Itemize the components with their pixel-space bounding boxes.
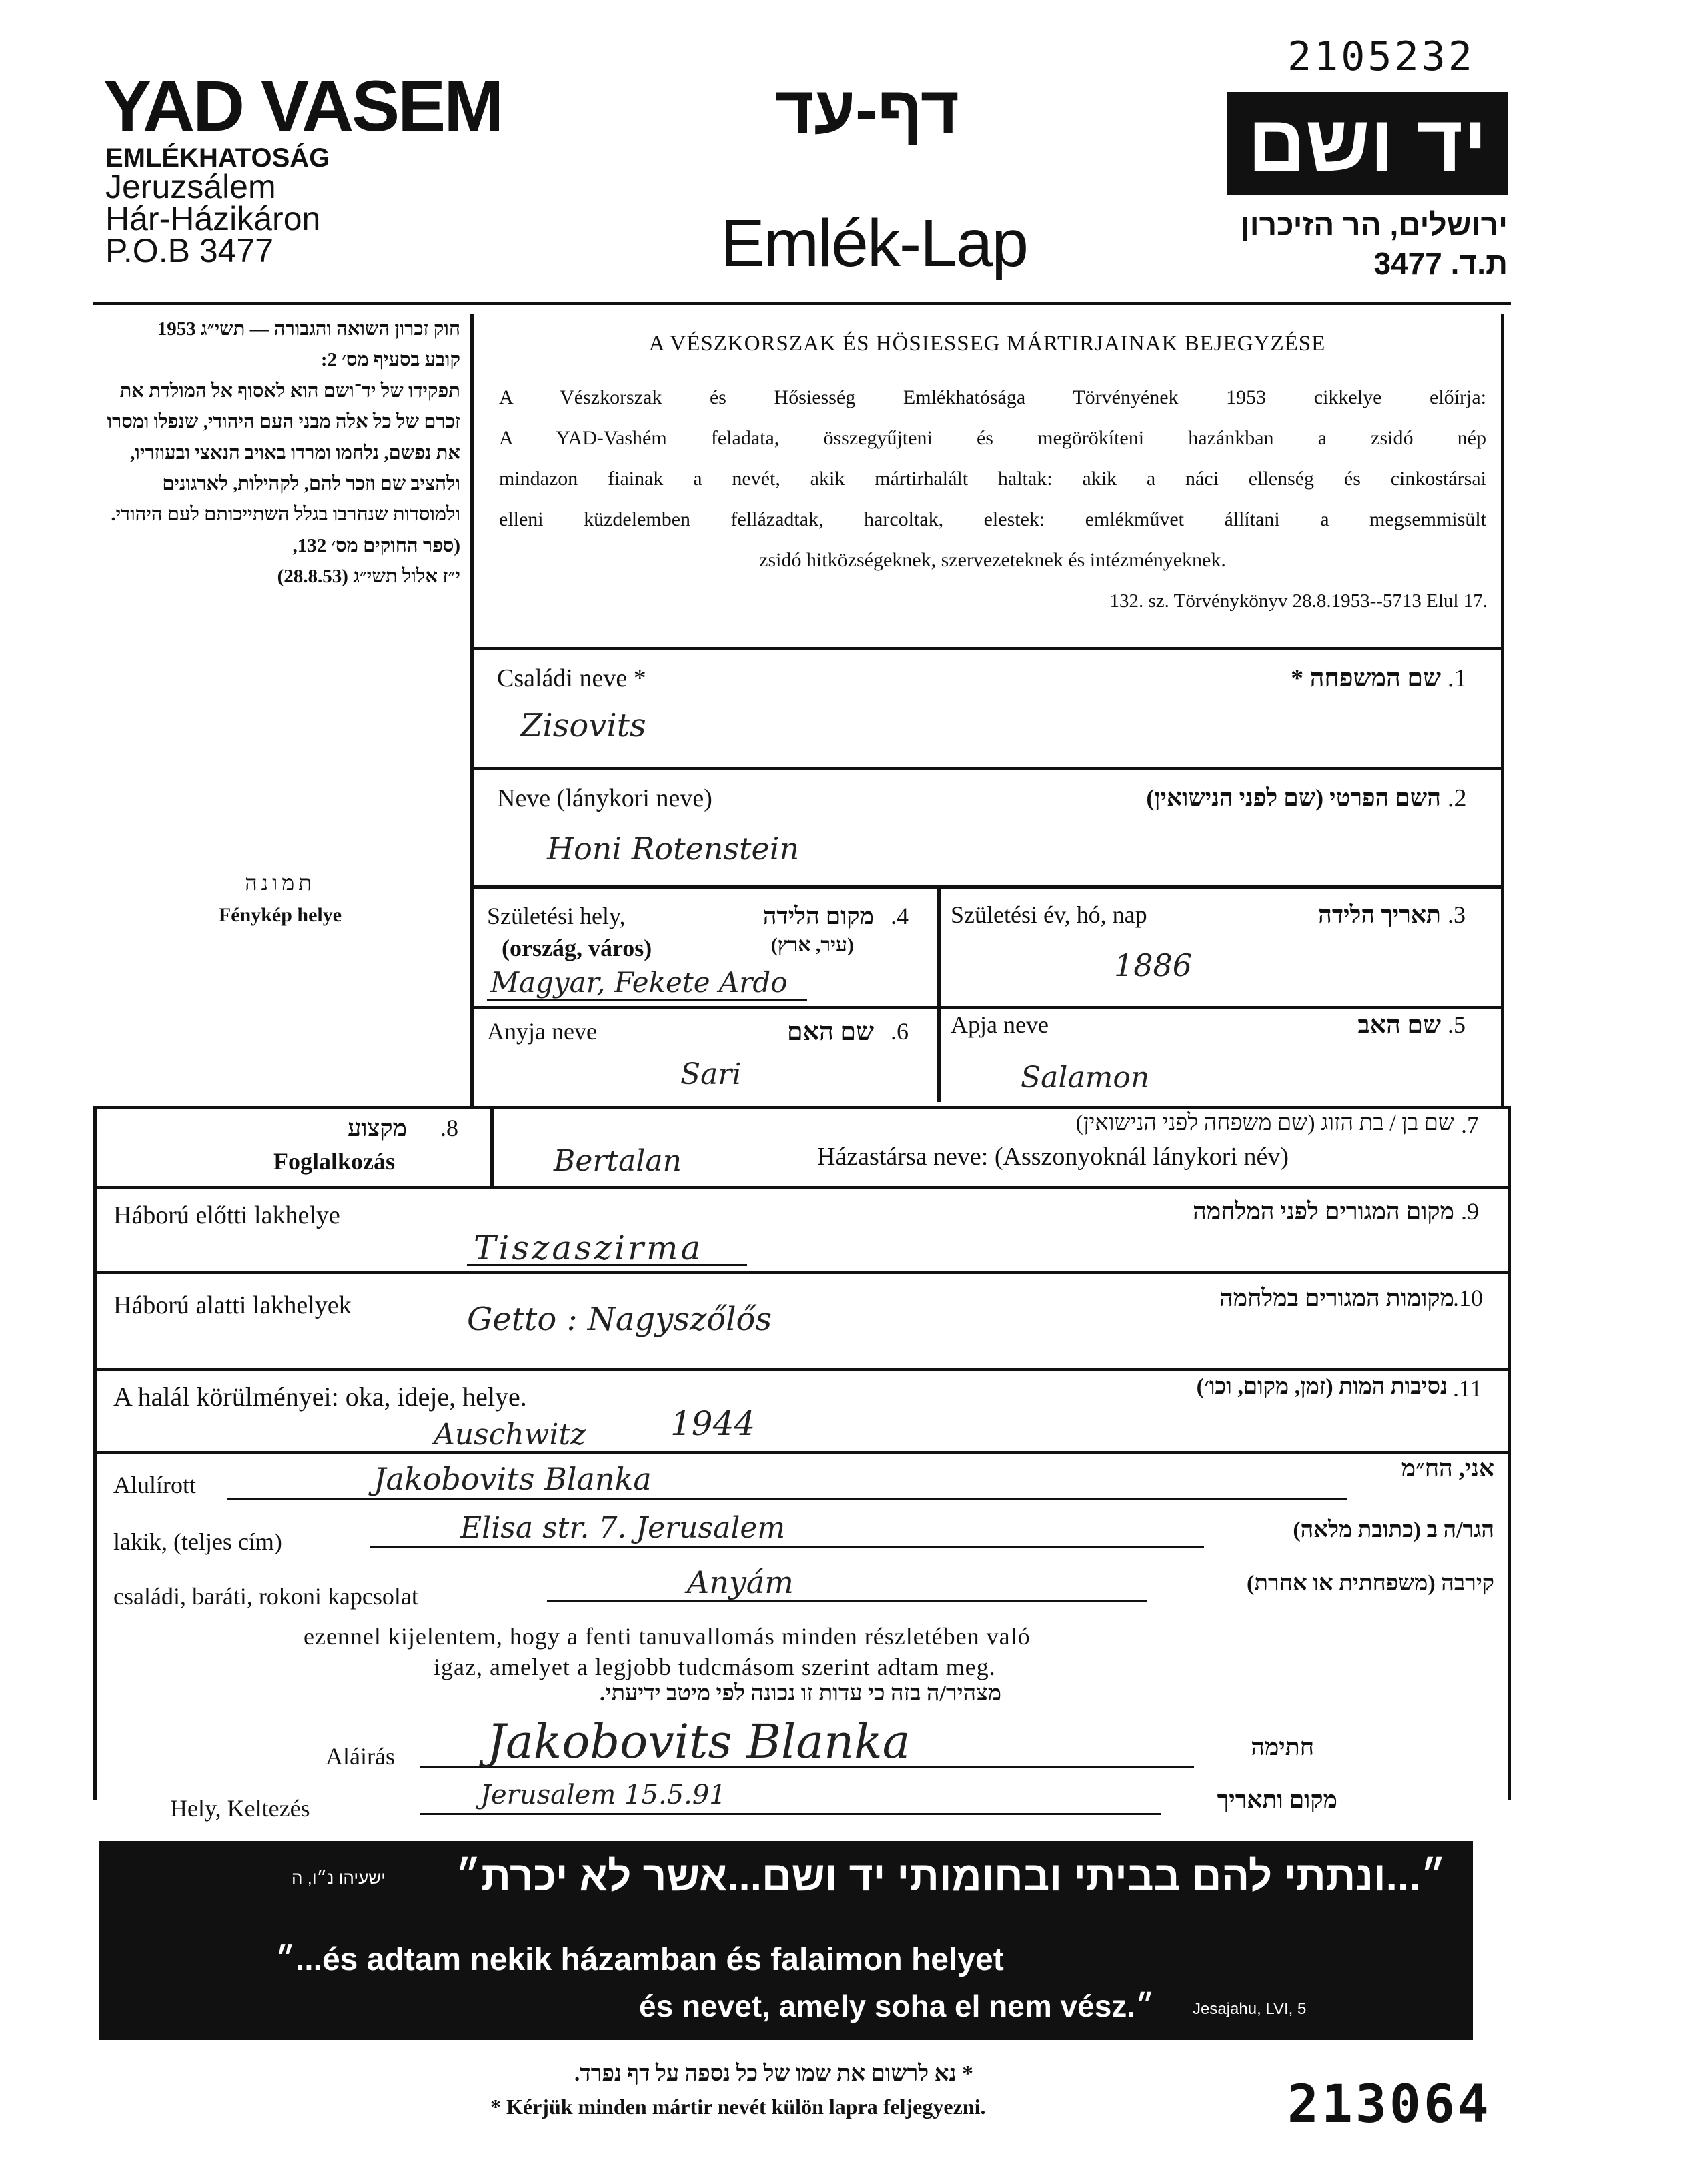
org-pob: P.O.B 3477 [105,232,274,269]
f3-number: .3 [1448,901,1466,928]
relationship-hebrew: קירבה (משפחתית או אחרת) [1246,1571,1494,1596]
prewar-residence-value[interactable]: Tiszaszirma [474,1229,704,1267]
org-city: Jeruzsálem [105,168,276,205]
birthplace-value[interactable]: Magyar, Fekete Ardo [490,966,788,999]
intro-line-5: zsidó hitközségeknek, szervezeteknek és intézményeknek. [759,549,1226,571]
quote-banner [99,1841,1473,2040]
footer-hebrew: * נא לרשום את שמו של כל נספה על דף נפרד. [574,2061,974,2086]
photo-hebrew: תמונה [245,871,316,895]
place-date-label: Hely, Keltezés [170,1795,310,1822]
footer-note: * Kérjük minden mártir nevét külön lapra feljegyezni. [490,2095,986,2119]
spouse-name-value[interactable]: Bertalan [554,1144,682,1178]
address-hebrew: הגר/ה ב (כתובת מלאה) [1293,1518,1494,1542]
declarant-name-value[interactable]: Jakobovits Blanka [374,1461,652,1497]
intro-citation: 132. sz. Törvénykönyv 28.8.1953--5713 Elul 17. [1109,590,1488,612]
f4-label: Születési hely, [487,903,626,929]
death-place-value[interactable]: Auschwitz [434,1418,586,1452]
law-source: (ספר החוקים מס׳ 132, [292,534,460,556]
rule-f7 [93,1106,1511,1109]
f4-label-2: (ország, város) [502,935,652,961]
f4-number: .4 [891,903,909,929]
f9-number: .9 [1461,1198,1479,1225]
serial-number-top: 2105232 [1287,33,1475,80]
rule-f2 [470,767,1504,770]
address-value[interactable]: Elisa str. 7. Jerusalem [460,1511,786,1545]
mother-name-value[interactable]: Sari [680,1057,742,1091]
first-name-value[interactable]: Honi Rotenstein [547,831,800,867]
f11-hebrew: נסיבות המות (זמן, מקום, וכו׳) [1196,1374,1448,1399]
rule-f5 [470,1006,1504,1009]
banner-hebrew: ״...ונתתי להם בביתי ובחומותי יד ושם...אשר לא יכרת״ [455,1854,1446,1900]
title-hebrew: דף-עד [774,73,960,147]
f3-hebrew: תאריך הלידה [1318,901,1441,928]
father-name-value[interactable]: Salamon [1021,1061,1150,1095]
intro-line-3: mindazon fiainak a nevét, akik mártirhalált haltak: akik a náci ellenség és cinkostársai [499,468,1486,490]
declaration-line-2: igaz, amelyet a legjobb tudcmásom szerint adtam meg. [434,1654,996,1680]
f11-label: A halál körülményei: oka, ideje, helye. [113,1382,527,1412]
banner-hebrew-source: ישעיהו נ״ו, ה [291,1868,386,1888]
header-rule [93,302,1511,305]
declarant-name-label: Alulírott [113,1472,196,1498]
f9-label: Háború előtti lakhelye [113,1201,340,1229]
intro-line-1: A Vészkorszak és Hősiesség Emlékhatósága Törvényének 1953 cikkelye előírja: [499,386,1486,408]
f1-label: Családi neve * [497,664,646,692]
declaration-hebrew: מצהיר/ה בזה כי עדות זו נכונה לפי מיטב ידיעתי. [599,1681,1002,1706]
birthplace-underline [487,999,807,1001]
f11-number: .11 [1453,1375,1482,1402]
org-subtitle: EMLÉKHATOSÁG [105,143,330,173]
law-body: תפקידו של יד־ושם הוא לאסוף אל המולדת את זכרם של כל אלה מבני העם היהודי, שנפלו ומסרו את נפשם, נלחמו ומרדו באויב הנאצי ובעוזריו, ולהציב שם וזכר להם, לקהילות, לארגונים ולמוסדות שנחרבו בגלל השתייכותם לעם היהודי. [107,380,460,526]
page-title: Emlék-Lap [720,206,1027,281]
f2-number: .2 [1448,784,1467,812]
prewar-underline [467,1264,747,1266]
f1-number: .1 [1448,664,1467,692]
law-subheading: קובע בסעיף מס׳ 2: [320,349,460,371]
f7-number: .7 [1461,1111,1479,1138]
intro-body [499,377,1486,580]
address-line [370,1546,1204,1548]
f4-hebrew-2: (עיר, ארץ) [770,934,854,956]
f1-hebrew: שם המשפחה * [1291,664,1441,692]
left-column-rule [470,314,474,1107]
rule-f10 [93,1271,1511,1274]
f6-hebrew: שם האם [786,1018,874,1046]
rule-f3 [470,885,1504,889]
f5-number: .5 [1448,1011,1466,1038]
rule-f9 [93,1186,1511,1189]
intro-title: A VÉSZKORSZAK ÉS HÖSIESSEG MÁRTIRJAINAK BEJEGYZÉSE [648,332,1326,356]
f5-hebrew: שם האב [1357,1011,1441,1039]
signature-label: Aláirás [326,1743,395,1770]
declarant-name-hebrew: אני, הח״מ [1401,1455,1494,1482]
f4-hebrew: מקום הלידה [762,903,874,929]
banner-source: Jesajahu, LVI, 5 [1193,2000,1307,2018]
org-area: Hár-Házikáron [105,200,321,237]
intro-line-4: elleni küzdelemben fellázadtak, harcoltak, elestek: emlékművet állítani a megsemmisült [499,508,1486,530]
place-date-value[interactable]: Jerusalem 15.5.91 [480,1780,726,1810]
serial-number-bottom: 213064 [1287,2075,1492,2135]
death-year-value[interactable]: 1944 [670,1404,756,1443]
address-hebrew-1: ירושלים, הר הזיכרון [1240,207,1508,242]
banner-line-2: és nevet, amely soha el nem vész.״ [639,1989,1155,2023]
law-heading: חוק זכרון השואה והגבורה — תשי״ג 1953 [157,318,460,340]
place-date-hebrew: מקום ותאריך [1217,1786,1337,1813]
declarant-name-line [227,1498,1347,1500]
address-label: lakik, (teljes cím) [113,1528,282,1555]
photo-label: Fénykép helye [218,904,342,926]
f5-label: Apja neve [951,1011,1049,1038]
birth-date-value[interactable]: 1886 [1114,947,1193,983]
rule-f1 [470,647,1504,650]
f10-hebrew: מקומות המגורים במלחמה [1219,1285,1454,1311]
right-frame-rule [1501,314,1504,1107]
f6-label: Anyja neve [487,1018,597,1045]
divider-f7-f8 [490,1106,494,1186]
family-name-value[interactable]: Zisovits [520,707,646,744]
logo-text: יד ושם [1247,99,1488,188]
f9-hebrew: מקום המגורים לפני המלחמה [1193,1198,1454,1225]
relationship-label: családi, baráti, rokoni kapcsolat [113,1583,418,1610]
f7-label: Házastársa neve: (Asszonyoknál lánykori név) [817,1143,1289,1171]
org-name: YAD VASEM [103,65,502,146]
signature-hebrew: חתימה [1251,1734,1314,1760]
address-hebrew-2: ת.ד. 3477 [1373,246,1508,281]
relationship-value[interactable]: Anyám [687,1564,794,1600]
law-date: י״ז אלול תשי״ג (28.8.53) [277,566,460,588]
divider-f3-f4 [937,885,941,1102]
f10-label: Háború alatti lakhelyek [113,1291,352,1319]
banner-line-1: ״...és adtam nekik házamban és falaimon helyet [275,1942,1004,1977]
relationship-line [547,1600,1147,1602]
f3-label: Születési év, hó, nap [951,901,1147,928]
declaration-line-1: ezennel kijelentem, hogy a fenti tanuvallomás minden részletében való [304,1623,1031,1650]
f6-number: .6 [891,1018,909,1045]
f7-hebrew: שם בן / בת הזוג (שם משפחה לפני הנישואין) [1075,1111,1454,1135]
rule-f11 [93,1368,1511,1371]
f8-hebrew: מקצוע [347,1115,407,1141]
wartime-residence-value[interactable]: Getto : Nagyszőlős [467,1301,772,1338]
f8-label: Foglalkozás [273,1148,396,1175]
law-box [100,314,460,592]
f8-number: .8 [440,1115,458,1141]
intro-line-2: A YAD-Vashém feladata, összegyűjteni és megörökíteni hazánkban a zsidó nép [499,427,1486,449]
f2-label: Neve (lánykori neve) [497,784,712,812]
f10-number: .10 [1453,1285,1483,1311]
yad-vashem-logo [1227,92,1508,195]
place-date-line [420,1813,1161,1815]
signature-value[interactable]: Jakobovits Blanka [487,1714,911,1769]
f2-hebrew: השם הפרטי (שם לפני הנישואין) [1146,784,1441,811]
